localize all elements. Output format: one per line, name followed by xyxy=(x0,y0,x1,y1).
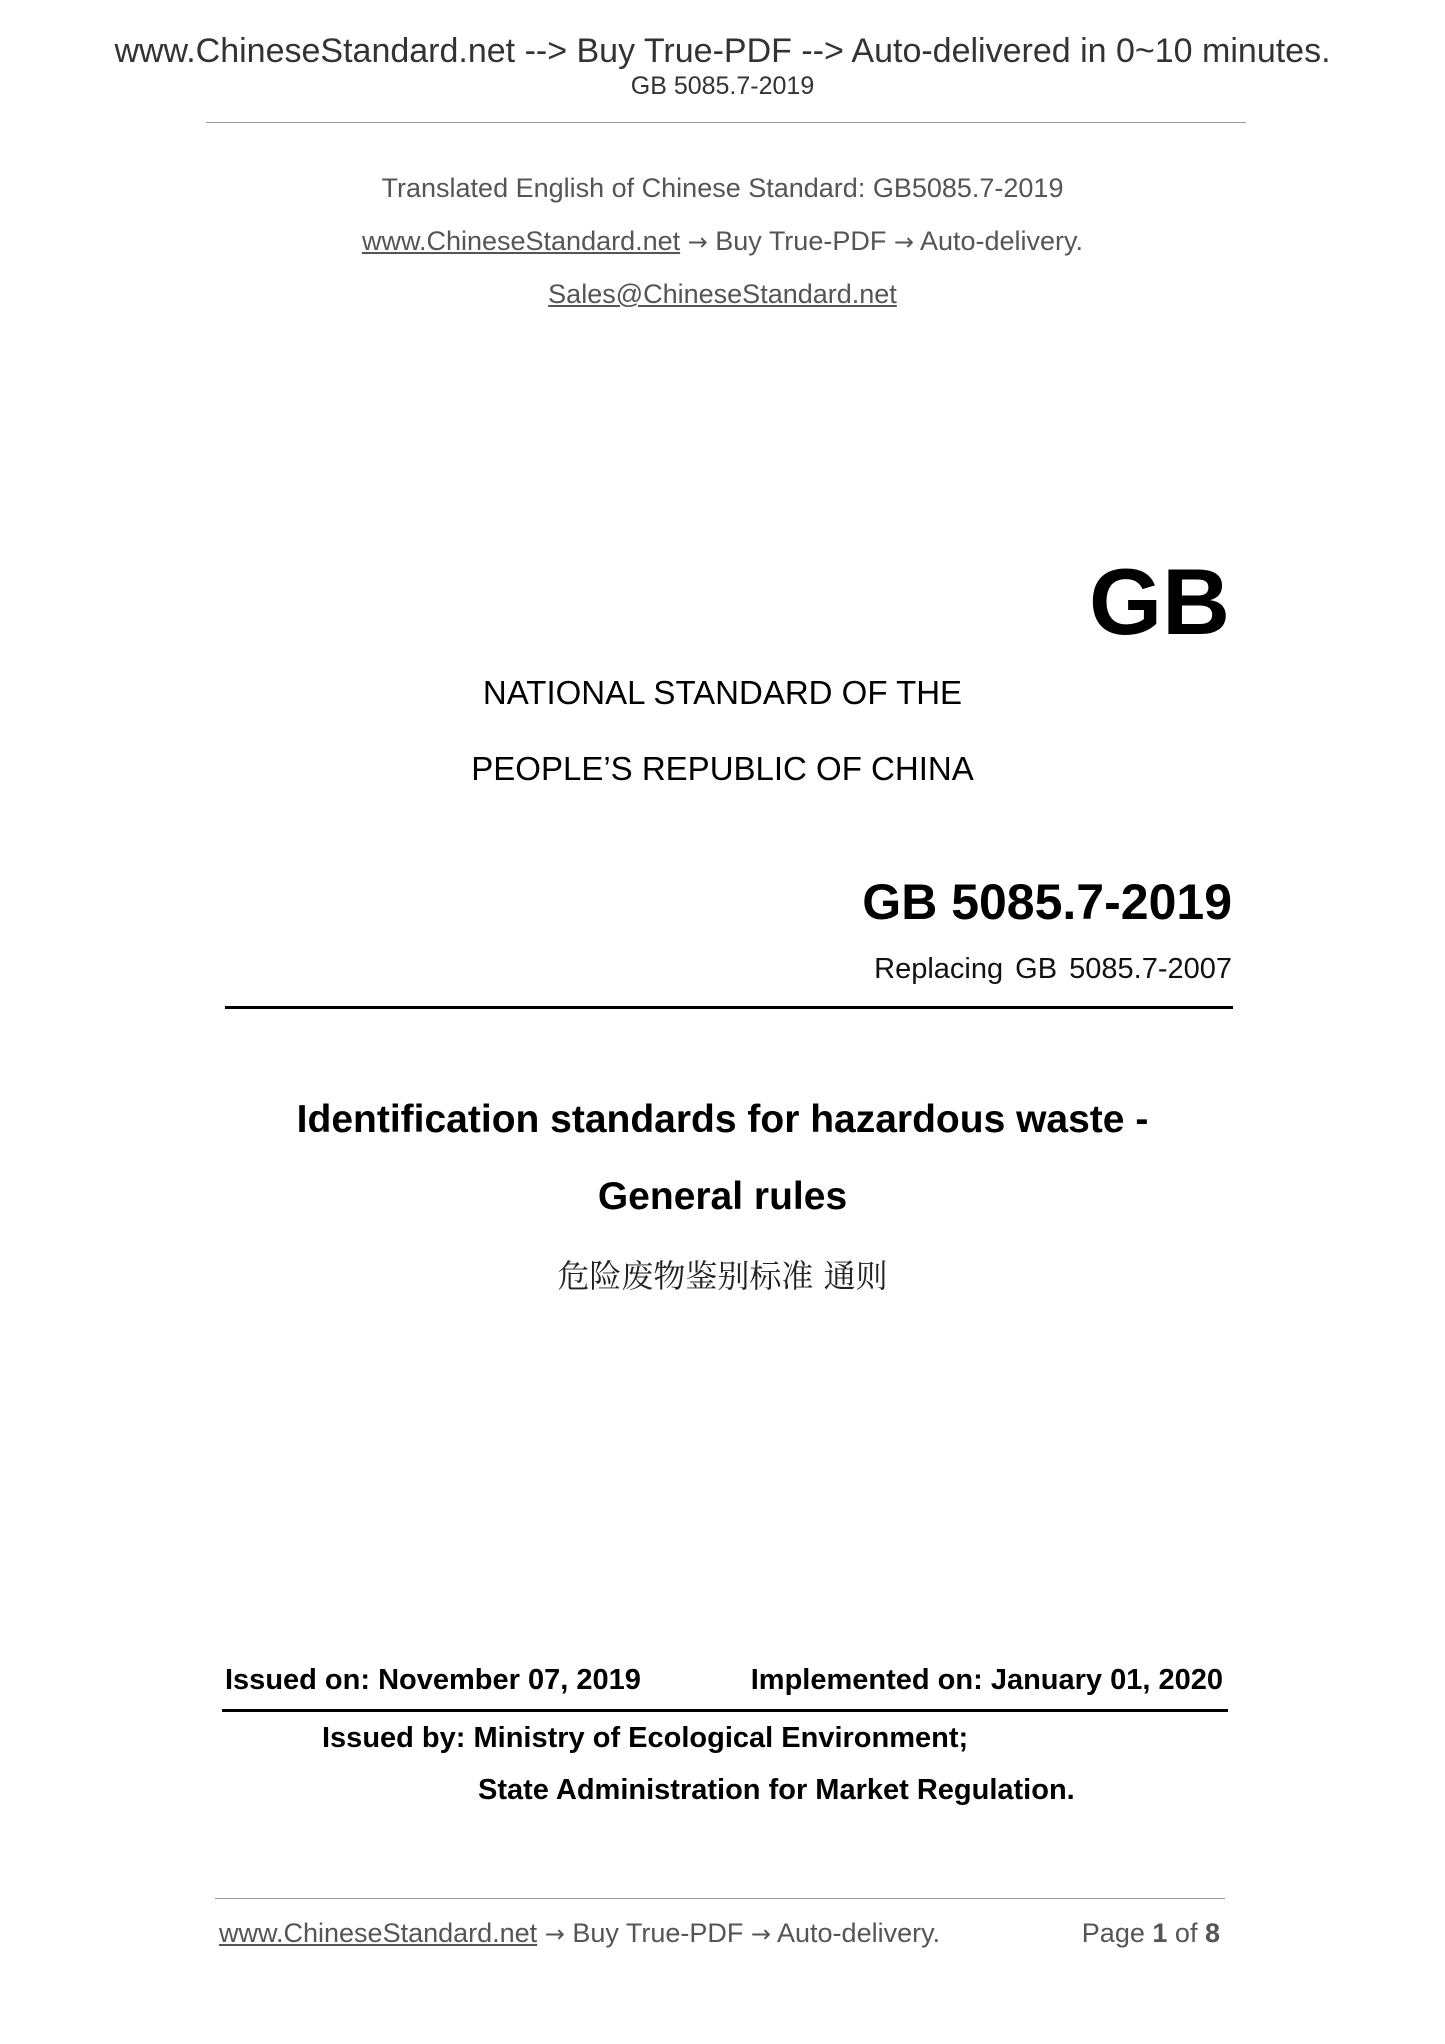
footer-delivery-line xyxy=(219,1918,940,1949)
document-title-chinese: 危险废物鉴别标准 通则 xyxy=(557,1257,888,1295)
page-current: 1 xyxy=(1152,1918,1168,1948)
page-indicator xyxy=(1082,1918,1220,1949)
intro-auto-text: Auto-delivery. xyxy=(919,226,1084,256)
document-title-line1: Identification standards for hazardous waste - xyxy=(296,1098,1149,1141)
email-line xyxy=(0,279,1445,310)
arrow-right-icon: → xyxy=(750,1920,771,1948)
gb-mark: GB xyxy=(1089,549,1230,654)
title-divider xyxy=(225,1006,1233,1009)
page-label: Page xyxy=(1081,1918,1145,1948)
issue-divider xyxy=(222,1709,1228,1712)
intro-delivery-line xyxy=(0,226,1445,257)
national-standard-line1: NATIONAL STANDARD OF THE xyxy=(482,674,963,711)
footer-divider xyxy=(215,1898,1225,1899)
footer-site-link[interactable]: www.ChineseStandard.net xyxy=(219,1918,538,1948)
translated-note: Translated English of Chinese Standard: GB5085.7-2019 xyxy=(381,173,1064,203)
replacing-note: Replacing GB 5085.7-2007 xyxy=(874,953,1232,985)
footer-auto-text: Auto-delivery. xyxy=(777,1918,941,1948)
page-of: of xyxy=(1174,1918,1198,1948)
standard-number: GB 5085.7-2019 xyxy=(862,874,1232,930)
sales-email-link[interactable]: Sales@ChineseStandard.net xyxy=(548,279,897,309)
issued-on-date: Issued on: November 07, 2019 xyxy=(225,1664,641,1696)
implemented-on-date: Implemented on: January 01, 2020 xyxy=(750,1664,1223,1696)
footer-buy-text: Buy True-PDF xyxy=(572,1918,744,1948)
page-total: 8 xyxy=(1204,1918,1220,1948)
intro-buy-text: Buy True-PDF xyxy=(715,226,887,256)
header-divider xyxy=(206,122,1246,123)
header-doc-code: GB 5085.7-2019 xyxy=(630,72,815,100)
header-banner: www.ChineseStandard.net --> Buy True-PDF --> Auto-delivered in 0~10 minutes. xyxy=(114,32,1331,70)
issued-by: Issued by: Ministry of Ecological Environment; xyxy=(322,1722,969,1754)
document-title-line2: General rules xyxy=(597,1175,848,1218)
intro-site-link[interactable]: www.ChineseStandard.net xyxy=(361,226,681,256)
arrow-right-icon: → xyxy=(544,1920,565,1948)
national-standard-line2: PEOPLE’S REPUBLIC OF CHINA xyxy=(471,750,974,787)
arrow-right-icon: → xyxy=(893,228,914,256)
issued-by-second: State Administration for Market Regulation. xyxy=(478,1774,1075,1806)
arrow-right-icon: → xyxy=(687,228,708,256)
